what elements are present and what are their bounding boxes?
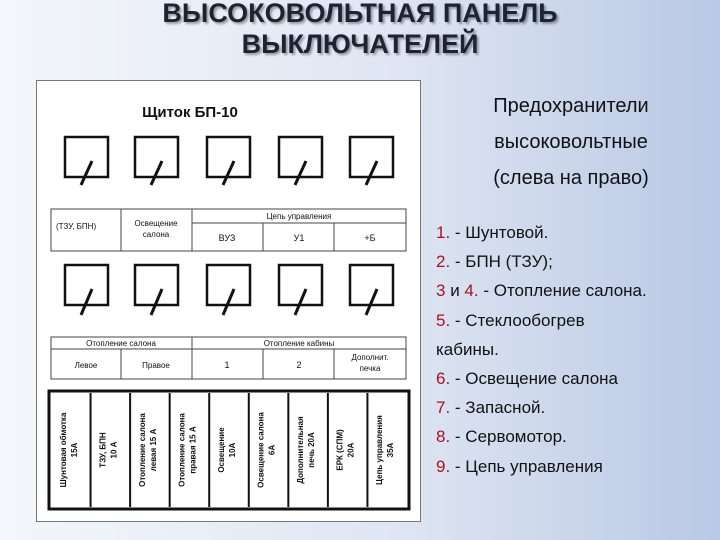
panel-heading: Щиток БП-10 bbox=[142, 104, 238, 121]
list-item: 7. - Запасной. bbox=[436, 398, 546, 418]
breaker-10 bbox=[350, 265, 393, 315]
fuse-label-line1: Цепь управления bbox=[375, 415, 385, 485]
breaker-row-top bbox=[65, 137, 393, 185]
list-item: 2. - БПН (ТЗУ); bbox=[436, 252, 553, 272]
slide-title-line1: ВЫСОКОВОЛЬТНАЯ ПАНЕЛЬ bbox=[162, 0, 558, 28]
cell-extra-2: печка bbox=[359, 364, 381, 373]
fuse-label-line1: Отопление салона bbox=[177, 413, 187, 487]
cell-vuz: ВУЗ bbox=[218, 233, 236, 243]
panel-diagram-svg bbox=[37, 81, 420, 521]
cell-extra-1: Дополнит. bbox=[351, 353, 389, 362]
group-salon: Отопление салона bbox=[86, 339, 156, 348]
subtitle-line2: высоковольтные bbox=[494, 131, 648, 153]
fuse-label-line2: правая 15 А bbox=[188, 426, 198, 474]
label-table-1 bbox=[51, 209, 406, 251]
fuse-label-line2: 6А bbox=[267, 444, 277, 456]
slide-title-line2: ВЫКЛЮЧАТЕЛЕЙ bbox=[241, 29, 479, 59]
list-item: 3 и 4. - Отопление салона. bbox=[436, 281, 647, 301]
list-item: 6. - Освещение салона bbox=[436, 369, 618, 389]
breaker-5 bbox=[350, 137, 393, 185]
fuse-label-line2: 20А bbox=[346, 442, 356, 458]
list-item: 5. - Стеклообогрев bbox=[436, 310, 585, 330]
fuse-label-line2: 35А bbox=[386, 442, 396, 458]
fuse-label-line1: Дополнительная bbox=[296, 416, 306, 484]
breaker-4 bbox=[279, 137, 322, 185]
label-table-2 bbox=[51, 337, 406, 379]
cell-osv-2: салона bbox=[142, 230, 170, 239]
cell-2: 2 bbox=[296, 360, 302, 370]
fuse-strip bbox=[49, 391, 409, 509]
breaker-7 bbox=[135, 265, 178, 315]
fuse-label-line2: левая 15 А bbox=[148, 428, 158, 472]
cell-plus-b: +Б bbox=[364, 233, 376, 243]
subtitle-line3: (слева на право) bbox=[493, 167, 649, 189]
fuse-list bbox=[436, 218, 716, 481]
fuse-label-line1: ТЗУ, БПН bbox=[98, 432, 108, 468]
breaker-row-middle bbox=[65, 265, 393, 315]
fuse-label-line1: Освещение салона bbox=[256, 412, 266, 488]
fuse-label-line1: Освещение bbox=[217, 427, 226, 473]
group-cabin: Отопление кабины bbox=[263, 339, 335, 348]
breaker-1 bbox=[65, 137, 108, 185]
slide-title bbox=[0, 0, 720, 60]
breaker-2 bbox=[135, 137, 178, 185]
breaker-9 bbox=[279, 265, 322, 315]
cell-osv-1: Освещение bbox=[134, 219, 178, 228]
panel-diagram bbox=[36, 80, 421, 522]
breaker-3 bbox=[207, 137, 250, 185]
list-item: 1. - Шунтовой. bbox=[436, 223, 549, 242]
fuse-label-line2: 10 А bbox=[109, 441, 119, 459]
fuse-label-line2: печь 20А bbox=[307, 432, 317, 468]
breaker-6 bbox=[65, 265, 108, 315]
list-item: 8. - Сервомотор. bbox=[436, 427, 567, 447]
cell-left: Левое bbox=[74, 361, 98, 370]
fuse-label-line2: 15А bbox=[69, 442, 79, 458]
list-item: кабины. bbox=[436, 339, 499, 359]
cell-u1: У1 bbox=[293, 233, 305, 243]
breaker-8 bbox=[207, 265, 250, 315]
fuse-subtitle bbox=[436, 88, 706, 196]
group-header-control: Цепь управления bbox=[266, 212, 332, 221]
subtitle-line1: Предохранители bbox=[493, 95, 649, 117]
list-item: 9. - Цепь управления bbox=[436, 456, 603, 476]
fuse-label-line2: 10А bbox=[228, 442, 237, 458]
fuse-label-line1: Шунтовая обмотка bbox=[58, 412, 68, 488]
fuse-label-line1: Отопление салона bbox=[137, 413, 147, 487]
cell-right: Правое bbox=[142, 361, 170, 370]
fuse-label-line1: ЕРК (СПМ) bbox=[335, 429, 345, 471]
cell-1: 1 bbox=[224, 360, 230, 370]
cell-tzu-bpn: (ТЗУ, БПН) bbox=[56, 222, 97, 231]
